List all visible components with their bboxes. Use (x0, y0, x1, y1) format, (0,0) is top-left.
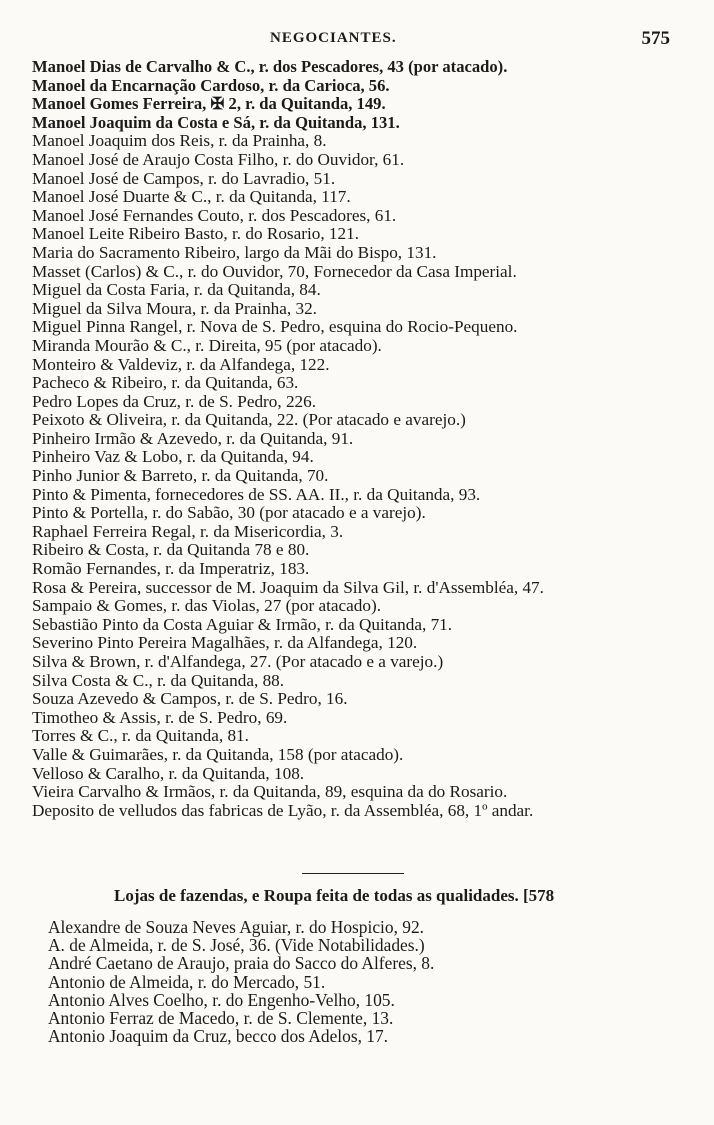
directory-entry: Sampaio & Gomes, r. das Violas, 27 (por atacado). (32, 596, 382, 616)
directory-entry: Antonio de Almeida, r. do Mercado, 51. (48, 971, 326, 992)
directory-entry: Sebastião Pinto da Costa Aguiar & Irmão, r. da Quitanda, 71. (32, 614, 453, 634)
directory-entry: Manoel José de Campos, r. do Lavradio, 51. (32, 168, 336, 188)
directory-entry: Velloso & Caralho, r. da Quitanda, 108. (32, 763, 305, 783)
directory-entry: Manoel José de Araujo Costa Filho, r. do Ouvidor, 61. (32, 149, 405, 169)
directory-entry: Antonio Alves Coelho, r. do Engenho-Velho, 105. (48, 989, 395, 1010)
directory-entry: Ribeiro & Costa, r. da Quitanda 78 e 80. (32, 540, 310, 560)
directory-entry: Antonio Ferraz de Macedo, r. de S. Clemente, 13. (48, 1007, 394, 1028)
directory-entry: Miguel Pinna Rangel, r. Nova de S. Pedro, esquina do Rocio-Pequeno. (32, 317, 518, 337)
directory-entry: Alexandre de Souza Neves Aguiar, r. do Hospicio, 92. (48, 917, 425, 937)
directory-entry: Pinho Junior & Barreto, r. da Quitanda, 70. (32, 466, 329, 486)
directory-entry: Silva Costa & C., r. da Quitanda, 88. (32, 670, 285, 690)
directory-list (32, 58, 682, 820)
directory-entry: Torres & C., r. da Quitanda, 81. (32, 726, 249, 746)
directory-entry: Rosa & Pereira, successor de M. Joaquim da Silva Gil, r. d'Assembléa, 47. (32, 577, 544, 597)
directory-entry: Silva & Brown, r. d'Alfandega, 27. (Por atacado e a varejo.) (32, 652, 444, 671)
directory-entry: Pacheco & Ribeiro, r. da Quitanda, 63. (32, 373, 299, 393)
directory-entry: Romão Fernandes, r. da Imperatriz, 183. (32, 559, 310, 579)
directory-entry: Antonio Joaquim da Cruz, becco dos Adelos, 17. (48, 1026, 389, 1047)
page-header (0, 28, 714, 54)
directory-entry: André Caetano de Araujo, praia do Sacco do Alferes, 8. (48, 953, 435, 974)
directory-entry: Souza Azevedo & Campos, r. de S. Pedro, 16. (32, 689, 348, 709)
section-divider (302, 873, 404, 874)
directory-entry: Timotheo & Assis, r. de S. Pedro, 69. (32, 707, 288, 727)
directory-entry: Manoel Joaquim dos Reis, r. da Prainha, 8. (32, 131, 327, 151)
directory-entry: Raphael Ferreira Regal, r. da Misericordia, 3. (32, 521, 344, 541)
directory-entry: Manoel José Duarte & C., r. da Quitanda, 117. (32, 187, 351, 207)
running-title: NEGOCIANTES. (270, 30, 397, 46)
directory-entry: Pinto & Portella, r. do Sabão, 30 (por atacado e a varejo). (32, 503, 426, 523)
directory-entry: A. de Almeida, r. de S. José, 36. (Vide Notabilidades.) (48, 935, 425, 956)
directory-entry: Deposito de velludos das fabricas de Lyão, r. da Assembléa, 68, 1º andar. (32, 800, 534, 820)
directory-entry: Severino Pinto Pereira Magalhães, r. da Alfandega, 120. (32, 633, 418, 653)
directory-entry: Miranda Mourão & C., r. Direita, 95 (por atacado). (32, 335, 382, 355)
directory-entry: Manoel Joaquim da Costa e Sá, r. da Quitanda, 131. (32, 112, 400, 132)
section-heading: Lojas de fazendas, e Roupa feita de todas as qualidades. [578 (114, 886, 555, 905)
directory-entry: Masset (Carlos) & C., r. do Ouvidor, 70, Fornecedor da Casa Imperial. (32, 261, 517, 281)
directory-entry: Manoel José Fernandes Couto, r. dos Pescadores, 61. (32, 205, 397, 225)
directory-entry: Maria do Sacramento Ribeiro, largo da Mãi do Bispo, 131. (32, 242, 437, 262)
directory-entry: Pinheiro Vaz & Lobo, r. da Quitanda, 94. (32, 447, 314, 467)
directory-entry: Miguel da Costa Faria, r. da Quitanda, 84. (32, 280, 321, 300)
directory-entry: Manoel da Encarnação Cardoso, r. da Carioca, 56. (32, 75, 390, 95)
directory-entry: Manoel Dias de Carvalho & C., r. dos Pescadores, 43 (por atacado). (32, 57, 508, 76)
directory-list-2 (48, 918, 678, 1045)
directory-entry: Manoel Leite Ribeiro Basto, r. do Rosario, 121. (32, 224, 359, 244)
directory-entry: Miguel da Silva Moura, r. da Prainha, 32. (32, 298, 317, 318)
directory-entry: Pedro Lopes da Cruz, r. de S. Pedro, 226. (32, 391, 317, 411)
directory-entry: Pinheiro Irmão & Azevedo, r. da Quitanda, 91. (32, 428, 354, 448)
directory-entry: Peixoto & Oliveira, r. da Quitanda, 22. (Por atacado e avarejo.) (32, 410, 466, 430)
directory-entry: Valle & Guimarães, r. da Quitanda, 158 (por atacado). (32, 744, 404, 764)
directory-entry: Monteiro & Valdeviz, r. da Alfandega, 122. (32, 354, 330, 374)
page-number: 575 (641, 28, 670, 49)
directory-entry: Vieira Carvalho & Irmãos, r. da Quitanda, 89, esquina da do Rosario. (32, 782, 508, 802)
directory-entry: Manoel Gomes Ferreira, ✠ 2, r. da Quitanda, 149. (32, 94, 386, 114)
directory-entry: Pinto & Pimenta, fornecedores de SS. AA. II., r. da Quitanda, 93. (32, 484, 481, 504)
